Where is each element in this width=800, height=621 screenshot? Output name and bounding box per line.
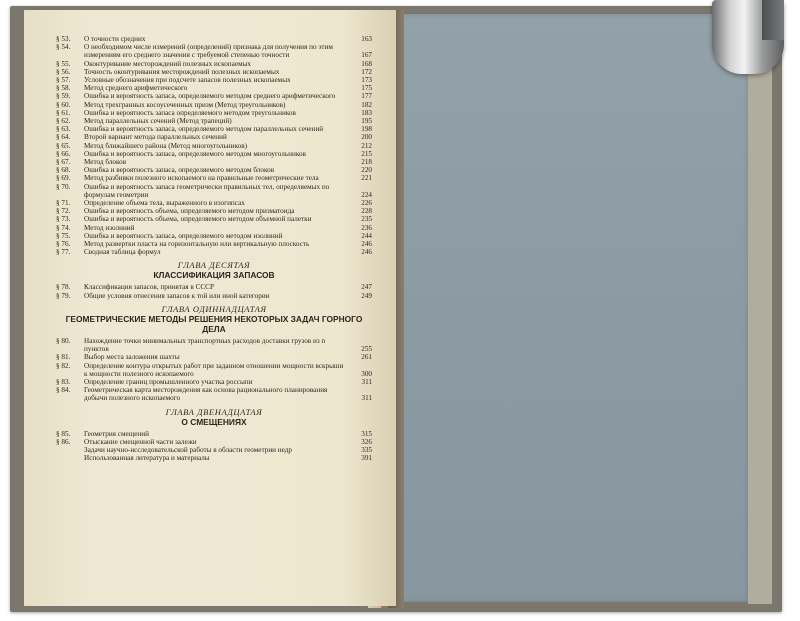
section-title: Ошибка и вероятность запаса, определяемого методом параллельных сечений (84, 125, 324, 134)
toc-entry (56, 166, 372, 174)
toc-entry (56, 84, 372, 92)
toc-entry (56, 386, 372, 402)
section-number: § 65. (56, 141, 71, 150)
section-number: § 67. (56, 158, 71, 167)
toc-entry (56, 109, 372, 117)
section-title: Ошибка и вероятность запаса, определяемого методом многоугольников (84, 149, 306, 158)
section-title: Отыскание смещенной части залежи (84, 437, 197, 446)
page-number: 167 (361, 51, 372, 60)
toc-entry (56, 101, 372, 109)
section-title: Задачи научно-исследовательской работы в области геометрии недр (84, 445, 292, 454)
toc-entry (56, 292, 372, 300)
chapter-12-title: О СМЕЩЕНИЯХ (181, 416, 247, 427)
toc-section-b (56, 283, 372, 299)
page-number: 183 (361, 108, 372, 117)
section-number: § 57. (56, 76, 71, 85)
section-number: § 62. (56, 117, 71, 126)
section-number: § 69. (56, 174, 71, 183)
page-number: 218 (361, 158, 372, 167)
section-title: Использованная литература и материалы (84, 454, 210, 463)
endpaper-page (386, 14, 748, 602)
section-title: Второй вариант метода параллельных сечений (84, 133, 227, 142)
page-number: 246 (361, 240, 372, 249)
section-number: § 79. (56, 291, 71, 300)
section-number: § 56. (56, 67, 71, 76)
section-title: Метод разбивки полезного ископаемого на правильные геометрические тела (84, 174, 319, 183)
toc-entry (56, 446, 372, 454)
table-of-contents (56, 35, 372, 462)
section-number: § 78. (56, 283, 71, 292)
section-number: § 61. (56, 108, 71, 117)
section-title: Ошибка и вероятность запаса, определяемого методом среднего арифметического (84, 92, 336, 101)
section-title: Ошибка и вероятность запаса, определяемого методом изолиний (84, 231, 283, 240)
section-title: Нахождение точки минимальных транспортных расходов доставки грузов из n пунктов (84, 336, 326, 354)
page-number: 215 (361, 149, 372, 158)
toc-entry (56, 76, 372, 84)
toc-entry (56, 362, 372, 378)
section-title: Метод развертки пласта на горизонтальную или вертикальную плоскость (84, 240, 310, 249)
section-number: § 75. (56, 231, 71, 240)
section-number: § 55. (56, 59, 71, 68)
toc-entry (56, 240, 372, 248)
page-number: 335 (361, 445, 372, 454)
section-number: § 70. (56, 182, 71, 191)
toc-entry (56, 215, 372, 223)
section-number: § 64. (56, 133, 71, 142)
page-number: 311 (361, 394, 372, 403)
toc-entry (56, 158, 372, 166)
toc-entry (56, 60, 372, 68)
section-title: Классификация запасов, принятая в СССР (84, 283, 214, 292)
chapter-10-title: КЛАССИФИКАЦИЯ ЗАПАСОВ (153, 270, 275, 281)
section-number: § 60. (56, 100, 71, 109)
page-number: 200 (361, 133, 372, 142)
toc-entry (56, 35, 372, 43)
section-title: Выбор места заложения шахты (84, 353, 180, 362)
toc-entry (56, 283, 372, 291)
section-number: § 81. (56, 353, 71, 362)
toc-entry (56, 454, 372, 462)
toc-entry (56, 68, 372, 76)
page-number: 326 (361, 437, 372, 446)
cover-edge (748, 14, 772, 604)
section-number: § 63. (56, 125, 71, 134)
page-number: 228 (361, 207, 372, 216)
section-title: Геометрическая карта месторождения как основа рационального планирования добычи полезного ископаемого (84, 386, 328, 403)
section-title: О необходимом числе измерений (определений) признака для получения по этим измерениям его среднего значения с требуемой степенью точности (84, 43, 333, 60)
page-number: 315 (361, 429, 372, 438)
toc-entry (56, 430, 372, 438)
page-number: 249 (361, 291, 372, 300)
section-title: Определение границ промышленного участка россыпи (84, 377, 253, 386)
page-number: 198 (361, 125, 372, 134)
section-number: § 53. (56, 35, 71, 43)
page-number: 173 (361, 76, 372, 85)
page-number: 220 (361, 166, 372, 175)
toc-entry (56, 142, 372, 150)
chapter-11-label: ГЛАВА ОДИННАДЦАТАЯ (161, 303, 267, 314)
section-number: § 86. (56, 437, 71, 446)
page-number: 300 (361, 369, 372, 378)
page-number: 221 (361, 174, 372, 183)
toc-section-d (56, 430, 372, 463)
toc-entry (56, 199, 372, 207)
section-title: О точности средних (84, 35, 146, 43)
page-number: 255 (361, 345, 372, 354)
section-title: Ошибка и вероятность запаса геометрически правильных тел, определяемых по формулам геометрии (84, 182, 330, 199)
section-title: Метод блоков (84, 158, 127, 167)
page-number: 163 (361, 35, 372, 43)
section-title: Сводная таблица формул (84, 248, 161, 257)
section-title: Метод изолиний (84, 223, 135, 232)
page-number: 235 (361, 215, 372, 224)
toc-section-c (56, 337, 372, 403)
toc-entry (56, 92, 372, 100)
section-title: Метод ближайшего района (Метод многоугольников) (84, 141, 247, 150)
section-number: § 72. (56, 207, 71, 216)
toc-entry (56, 150, 372, 158)
page-number: 311 (361, 377, 372, 386)
page-number: 172 (361, 67, 372, 76)
toc-entry (56, 207, 372, 215)
page-number: 175 (361, 84, 372, 93)
page-number: 246 (361, 248, 372, 257)
toc-entry (56, 337, 372, 353)
section-number: § 76. (56, 240, 71, 249)
page-number: 261 (361, 353, 372, 362)
toc-entry (56, 125, 372, 133)
toc-entry (56, 133, 372, 141)
chapter-12-label: ГЛАВА ДВЕНАДЦАТАЯ (165, 406, 263, 417)
chapter-10-label: ГЛАВА ДЕСЯТАЯ (177, 260, 251, 271)
section-title: Точность оконтуривания месторождений полезных ископаемых (84, 67, 280, 76)
section-title: Определение объема тела, выраженного в изогипсах (84, 199, 245, 208)
section-title: Ошибка и вероятность объема, определяемого методом призматоида (84, 207, 295, 216)
section-number: § 84. (56, 386, 71, 395)
toc-entry (56, 232, 372, 240)
page-number: 182 (361, 100, 372, 109)
toc-entry (56, 378, 372, 386)
section-number: § 59. (56, 92, 71, 101)
toc-entry (56, 183, 372, 199)
section-number: § 58. (56, 84, 71, 93)
toc-entry (56, 43, 372, 59)
section-title: Метод трехгранных косоусеченных призм (Метод треугольников) (84, 100, 286, 109)
page-number: 224 (361, 190, 372, 199)
section-number: § 73. (56, 215, 71, 224)
section-title: Ошибка и вероятность запаса определяемого методом треугольников (84, 108, 296, 117)
section-number: § 71. (56, 199, 71, 208)
toc-entry (56, 117, 372, 125)
page-number: 177 (361, 92, 372, 101)
page-number: 168 (361, 59, 372, 68)
page-number: 226 (361, 199, 372, 208)
section-title: Определение контура открытых работ при заданном отношении мощности вскрыши к мощности полезного ископаемого (84, 361, 344, 378)
section-title: Ошибка и вероятность объема, определяемого методом объемной палетки (84, 215, 312, 224)
chapter-11-title: ГЕОМЕТРИЧЕСКИЕ МЕТОДЫ РЕШЕНИЯ НЕКОТОРЫХ ЗАДАЧ ГОРНОГО ДЕЛА (65, 313, 363, 334)
toc-entry (56, 174, 372, 182)
section-number: § 74. (56, 223, 71, 232)
section-title: Оконтуривание месторождений полезных ископаемых (84, 59, 251, 68)
page-number: 212 (361, 141, 372, 150)
page-number: 391 (361, 454, 372, 463)
toc-entry (56, 248, 372, 256)
section-title: Общие условия отнесения запасов к той или иной категории (84, 291, 270, 300)
section-number: § 66. (56, 149, 71, 158)
section-title: Геометрия смещений (84, 429, 149, 438)
section-number: § 68. (56, 166, 71, 175)
section-number: § 83. (56, 377, 71, 386)
metal-weight-object (712, 0, 784, 74)
page-number: 195 (361, 117, 372, 126)
section-number: § 85. (56, 429, 71, 438)
section-title: Метод параллельных сечений (Метод трапеций) (84, 117, 232, 126)
page-number: 244 (361, 231, 372, 240)
toc-entry (56, 224, 372, 232)
section-number: § 77. (56, 248, 71, 257)
section-title: Метод среднего арифметического (84, 84, 188, 93)
toc-section-a (56, 35, 372, 256)
section-number: § 82. (56, 361, 71, 370)
page-number: 236 (361, 223, 372, 232)
toc-entry (56, 438, 372, 446)
section-number: § 80. (56, 336, 71, 345)
section-title: Ошибка и вероятность запаса, определяемого методом блоков (84, 166, 275, 175)
section-number: § 54. (56, 43, 71, 52)
section-title: Условные обозначения при подсчете запасов полезных ископаемых (84, 76, 291, 85)
toc-entry (56, 353, 372, 361)
page-number: 247 (361, 283, 372, 292)
